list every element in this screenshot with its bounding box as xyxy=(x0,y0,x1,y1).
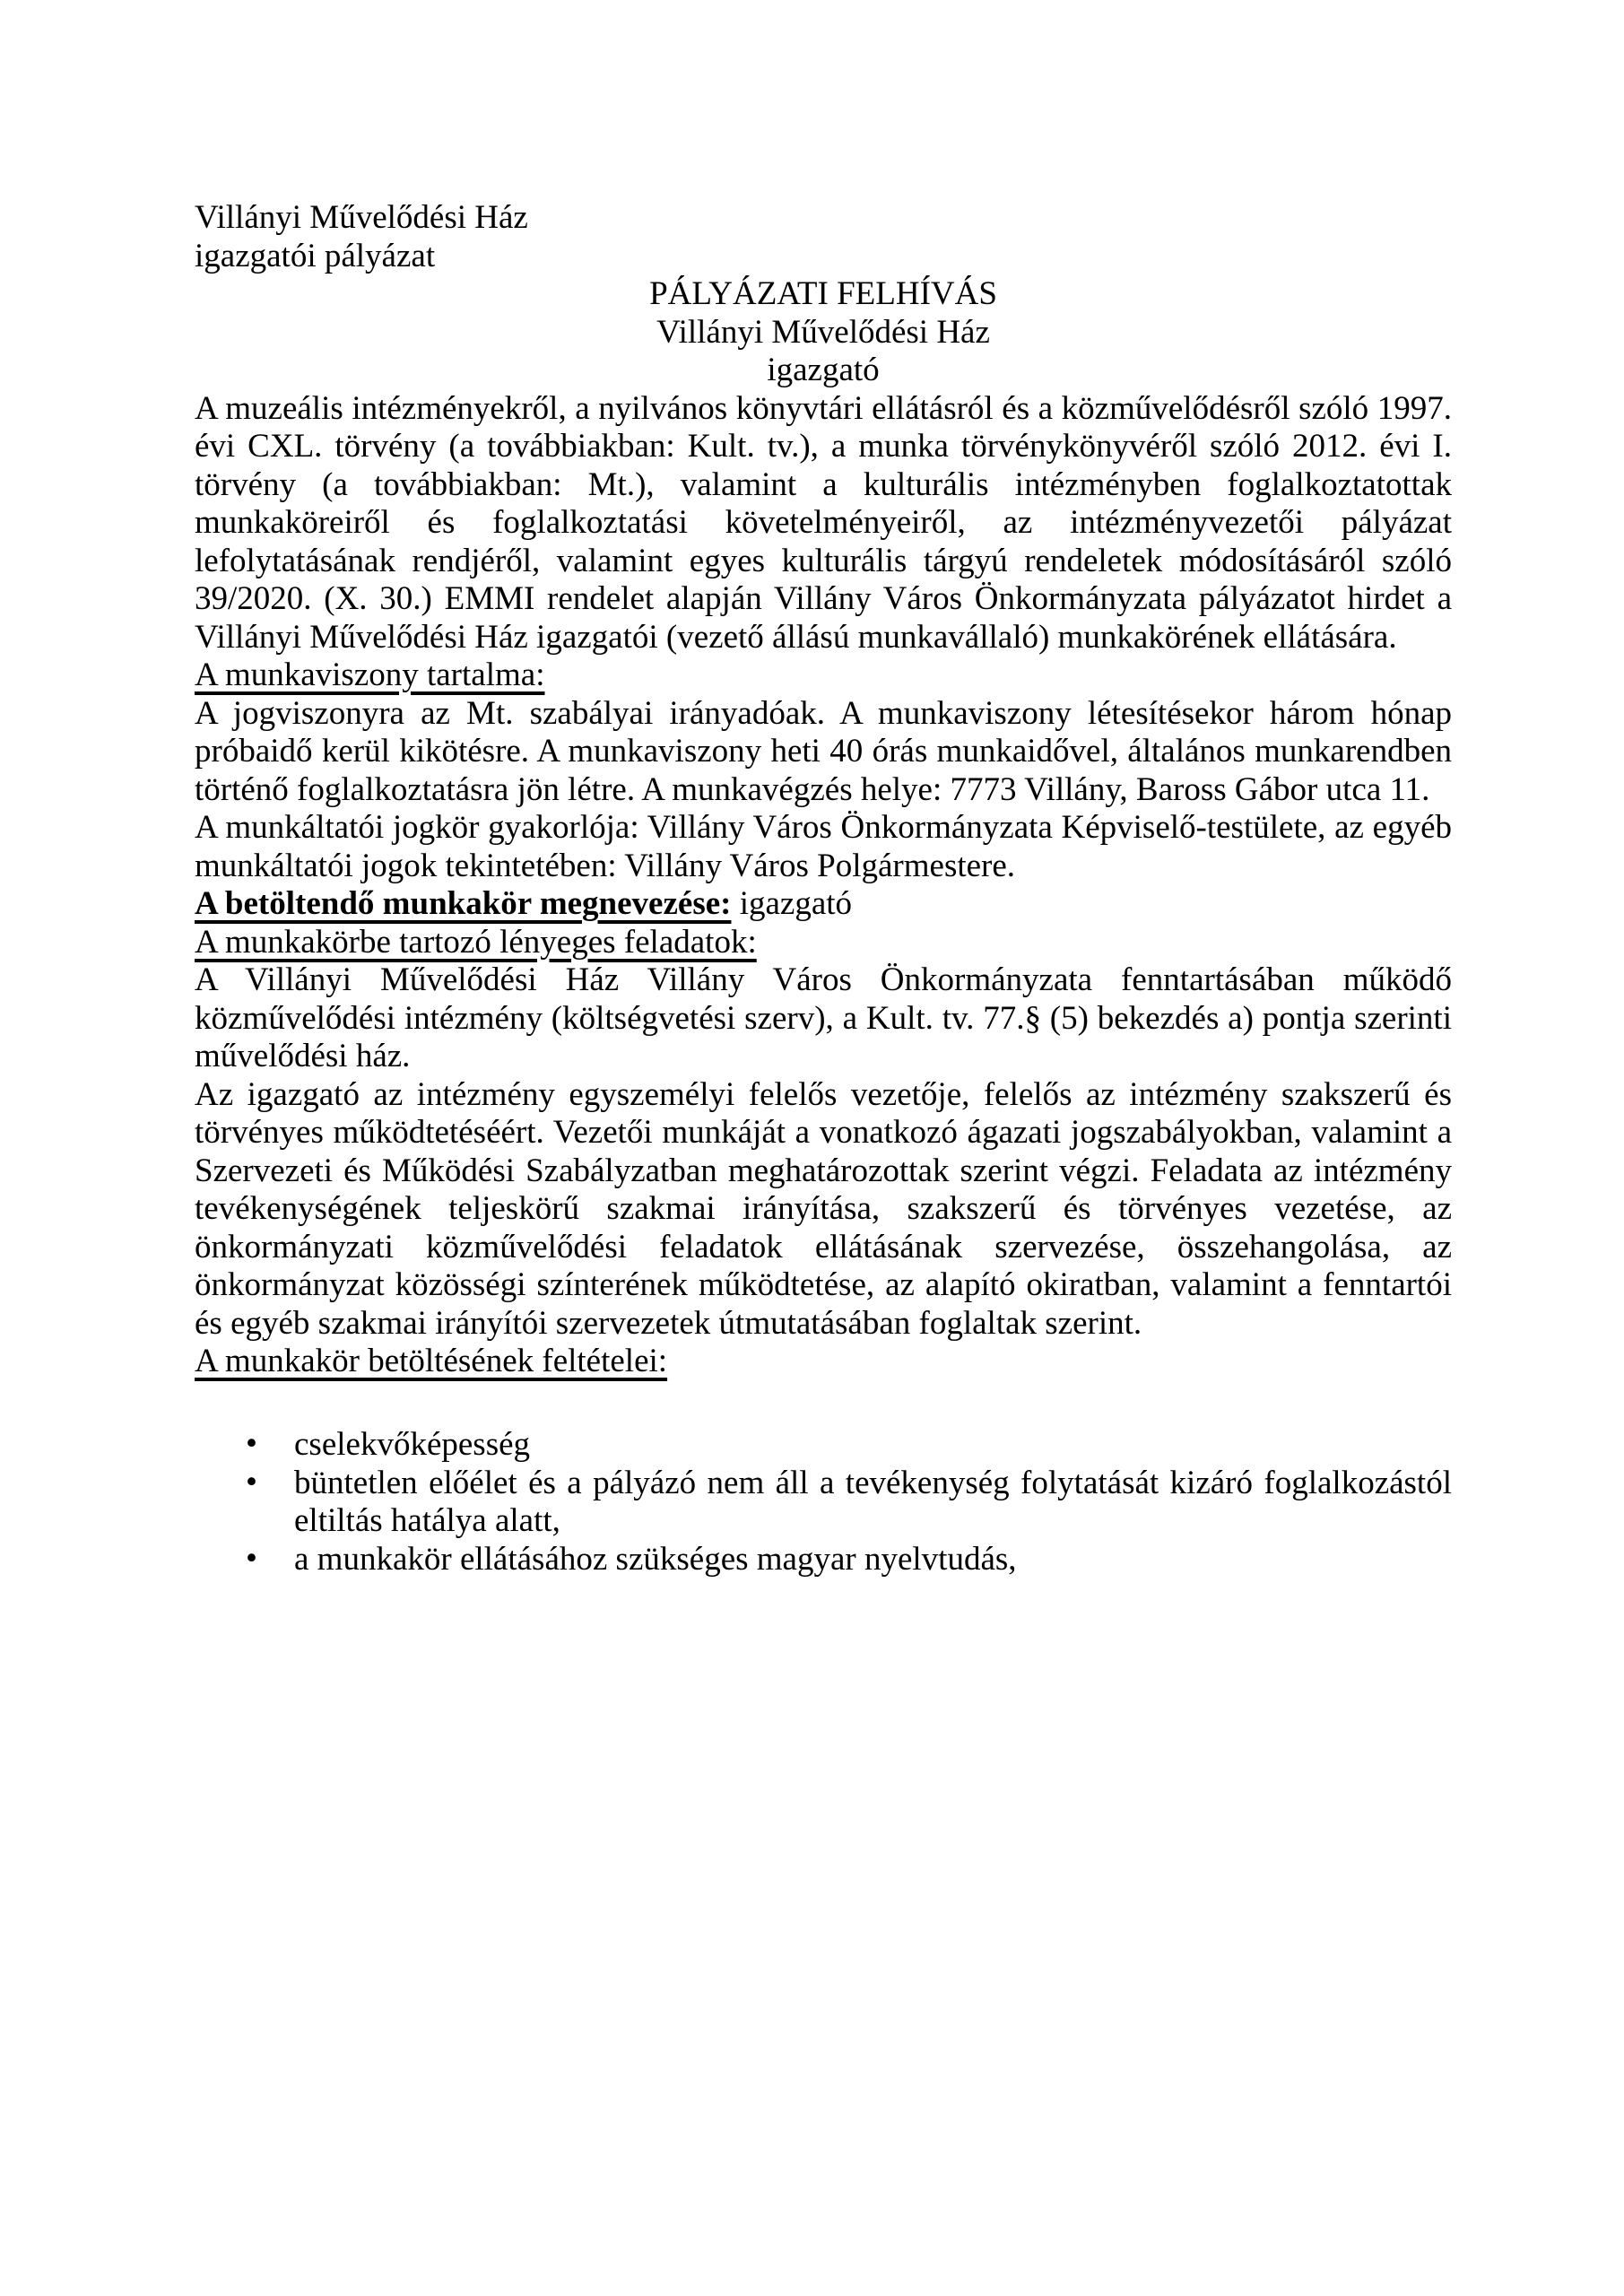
bullet-icon: • xyxy=(246,1463,257,1500)
section-heading-employment-content xyxy=(195,657,1452,695)
employment-terms-paragraph: A jogviszonyra az Mt. szabályai irányadóak. A munkaviszony létesítésekor három hónap próbaidő kerül kikötésre. A munkaviszony heti 40 órás munkaidővel, általános munkarendben történő foglalkoztatásra jön létre. A munkavégzés helye: 7773 Villány, Baross Gábor utca 11. xyxy=(195,694,1452,808)
bullet-icon: • xyxy=(246,1539,257,1577)
section-heading-text: A munkaviszony tartalma: xyxy=(195,657,545,693)
job-title-value: igazgató xyxy=(739,885,853,922)
header-org-name: Villányi Művelődési Ház xyxy=(195,199,528,236)
document-header xyxy=(195,199,1452,275)
list-item-text: cselekvőképesség xyxy=(294,1426,531,1463)
page-title: PÁLYÁZATI FELHÍVÁS xyxy=(649,275,997,312)
section-heading-essential-duties xyxy=(195,924,1452,962)
list-item xyxy=(195,1426,1452,1465)
list-item xyxy=(195,1541,1452,1579)
job-title-label: A betöltendő munkakör megnevezése: xyxy=(195,885,732,922)
list-item-text: a munkakör ellátásához szükséges magyar nyelvtudás, xyxy=(294,1540,1017,1578)
list-item xyxy=(195,1465,1452,1541)
header-doc-type: igazgatói pályázat xyxy=(195,237,436,274)
job-title-line xyxy=(195,885,1452,924)
bullet-icon: • xyxy=(246,1425,257,1462)
employer-rights-paragraph: A munkáltatói jogkör gyakorlója: Villány Város Önkormányzata Képviselő-testülete, az egyéb munkáltatói jogok tekintetében: Villány Város Polgármestere. xyxy=(195,809,1452,884)
intro-paragraph: A muzeális intézményekről, a nyilvános könyvtári ellátásról és a közművelődésről szóló 1997. évi CXL. törvény (a továbbiakban: Kult. tv.), a munka törvénykönyvéről szóló 2012. évi I. törvény (a továbbiakban: Mt.), valamint a kulturális intézményben foglalkoztatottak munkaköreiről és foglalkoztatási követelményeiről, az intézményvezetői pályázat lefolytatásának rendjéről, valamint egyes kulturális tárgyú rendeletek módosításáról szóló 39/2020. (X. 30.) EMMI rendelet alapján Villány Város Önkormányzata pályázatot hirdet a Villányi Művelődési Ház igazgatói (vezető állású munkavállaló) munkakörének ellátására. xyxy=(195,389,1452,656)
institution-description-paragraph: A Villányi Művelődési Ház Villány Város Önkormányzata fenntartásában működő közművelődési intézmény (költségvetési szerv), a Kult. tv. 77.§ (5) bekezdés a) pontja szerinti művelődési ház. xyxy=(195,961,1452,1074)
list-item-text: büntetlen előélet és a pályázó nem áll a tevékenység folytatását kizáró foglalkozástól eltiltás hatálya alatt, xyxy=(294,1464,1452,1539)
position-name: igazgató xyxy=(767,352,880,388)
requirements-list xyxy=(195,1426,1452,1578)
section-heading-text: A munkakör betöltésének feltételei: xyxy=(195,1343,668,1379)
section-heading-position-requirements xyxy=(195,1343,1452,1381)
section-heading-text: A munkakörbe tartozó lényeges feladatok: xyxy=(195,923,757,961)
director-duties-paragraph: Az igazgató az intézmény egyszemélyi felelős vezetője, felelős az intézmény szakszerű és törvényes működtetéséért. Vezetői munkáját a vonatkozó ágazati jogszabályokban, valamint a Szervezeti és Működési Szabályzatban meghatározottak szerint végzi. Feladata az intézmény tevékenységének teljeskörű szakmai irányítása, szakszerű és törvényes vezetése, az önkormányzati közművelődési feladatok ellátásának szervezése, összehangolása, az önkormányzat közösségi színterének működtetése, az alapító okiratban, valamint a fenntartói és egyéb szakmai irányítói szervezetek útmutatásában foglaltak szerint. xyxy=(195,1075,1452,1342)
institution-name: Villányi Művelődési Ház xyxy=(656,313,990,351)
